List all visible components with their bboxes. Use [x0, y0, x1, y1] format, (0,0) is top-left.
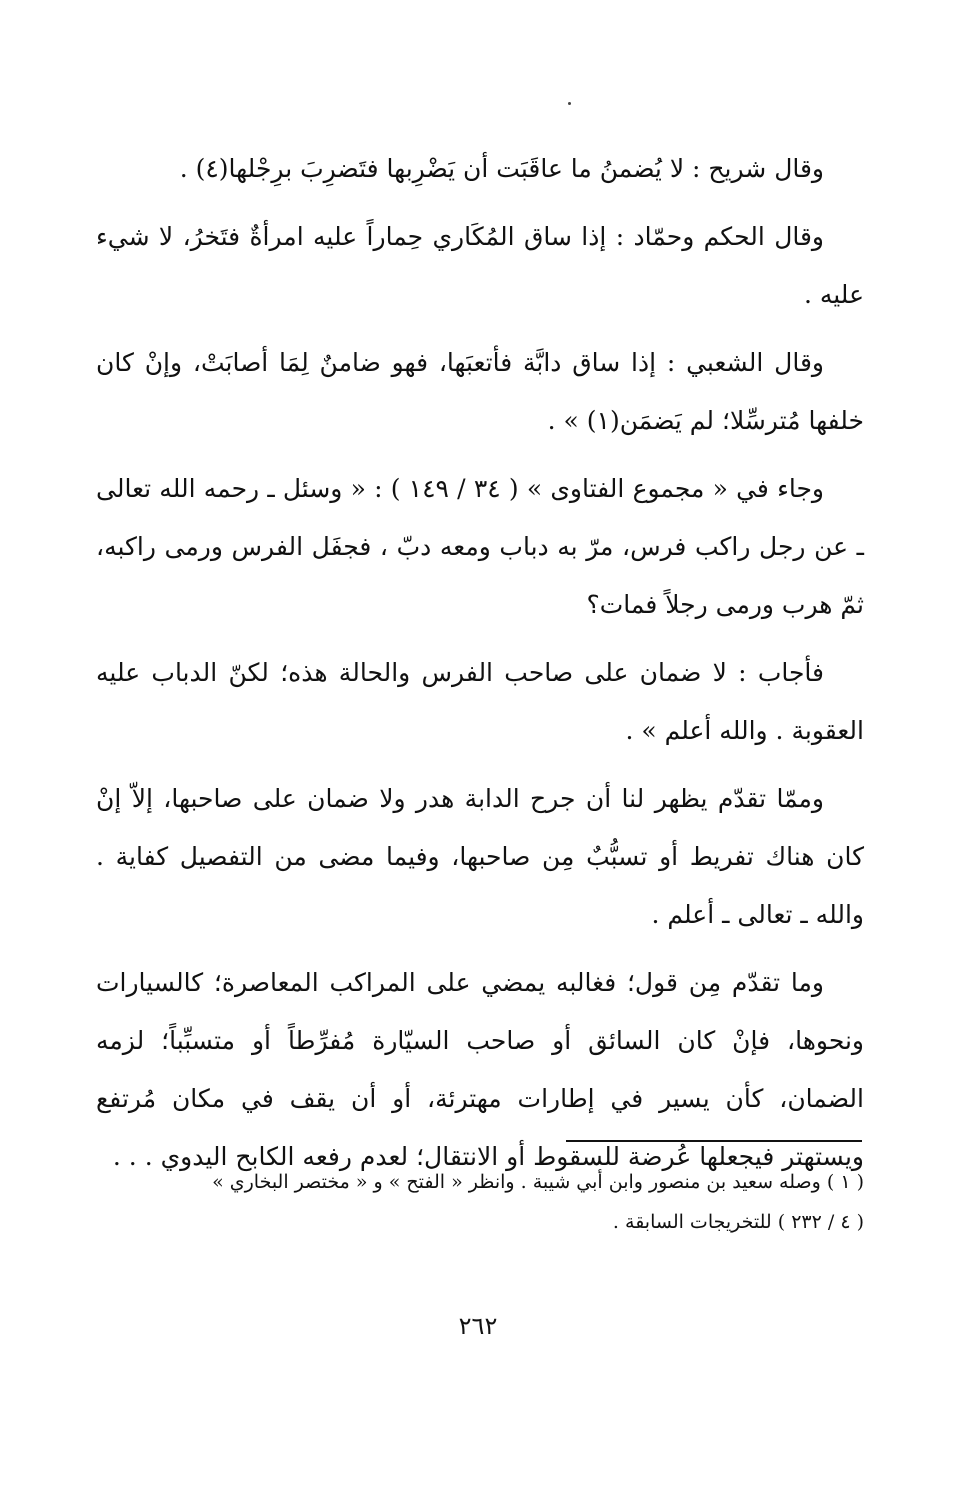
paragraph-3: وقال الشعبي : إذا ساق دابَّة فأتعبَها، فهو ضامنٌ لِمَا أصابَتْ، وإنْ كان خلفها مُترسِّلا؛ لم يَضمَن(١) » .: [96, 348, 864, 435]
ink-speck: [568, 102, 571, 105]
footnotes: [96, 1162, 864, 1242]
footnote-line-1: ( ١ ) وصله سعيد بن منصور وابن أبي شيبة . وانظر « الفتح » و « مختصر البخاري »: [212, 1171, 864, 1193]
footnote-line-2: ( ٤ / ٢٣٢ ) للتخريجات السابقة .: [612, 1211, 864, 1233]
paragraph-7: وما تقدّم مِن قول؛ فغالبه يمضي على المراكب المعاصرة؛ كالسيارات ونحوها، فإنْ كان السائق أو صاحب السيّارة مُفرِّطاً أو متسبِّباً؛ لزمه الضمان، كأن يسير في إطارات مهترئة، أو أن يقف في مكان مُرتفع ويستهتر فيجعلها عُرضة للسقوط أو الانتقال؛ لعدم رفعه الكابح اليدوي . . .: [96, 968, 864, 1171]
paragraph-6: وممّا تقدّم يظهر لنا أن جرح الدابة هدر ولا ضمان على صاحبها، إلاّ إنْ كان هناك تفريط أو تسبُّبٌ مِن صاحبها، وفيما مضى من التفصيل كفاية . والله ـ تعالى ـ أعلم .: [96, 784, 864, 929]
page-number: ٢٦٢: [458, 1312, 498, 1340]
paragraph-4: وجاء في « مجموع الفتاوى » ( ٣٤ / ١٤٩ ) : « وسئل ـ رحمه الله تعالى ـ عن رجل راكب فرس، مرّ به دباب ومعه دبّ ، فجفَل الفرس ورمى راكبه، ثمّ هرب ورمى رجلاً فمات؟: [96, 474, 864, 619]
footnote-separator: [566, 1140, 862, 1142]
main-text: [96, 140, 864, 1196]
paragraph-5: فأجاب : لا ضمان على صاحب الفرس والحالة هذه؛ لكنّ الدباب عليه العقوبة . والله أعلم » .: [96, 658, 864, 745]
paragraph-2: وقال الحكم وحمّاد : إذا ساق المُكَاري حِماراً عليه امرأةٌ فتَخرُ، لا شيء عليه .: [96, 222, 864, 309]
paragraph-1: وقال شريح : لا يُضمنُ ما عاقَبَت أن يَضْرِبها فتَضرِبَ برِجْلها(٤) .: [179, 154, 824, 183]
